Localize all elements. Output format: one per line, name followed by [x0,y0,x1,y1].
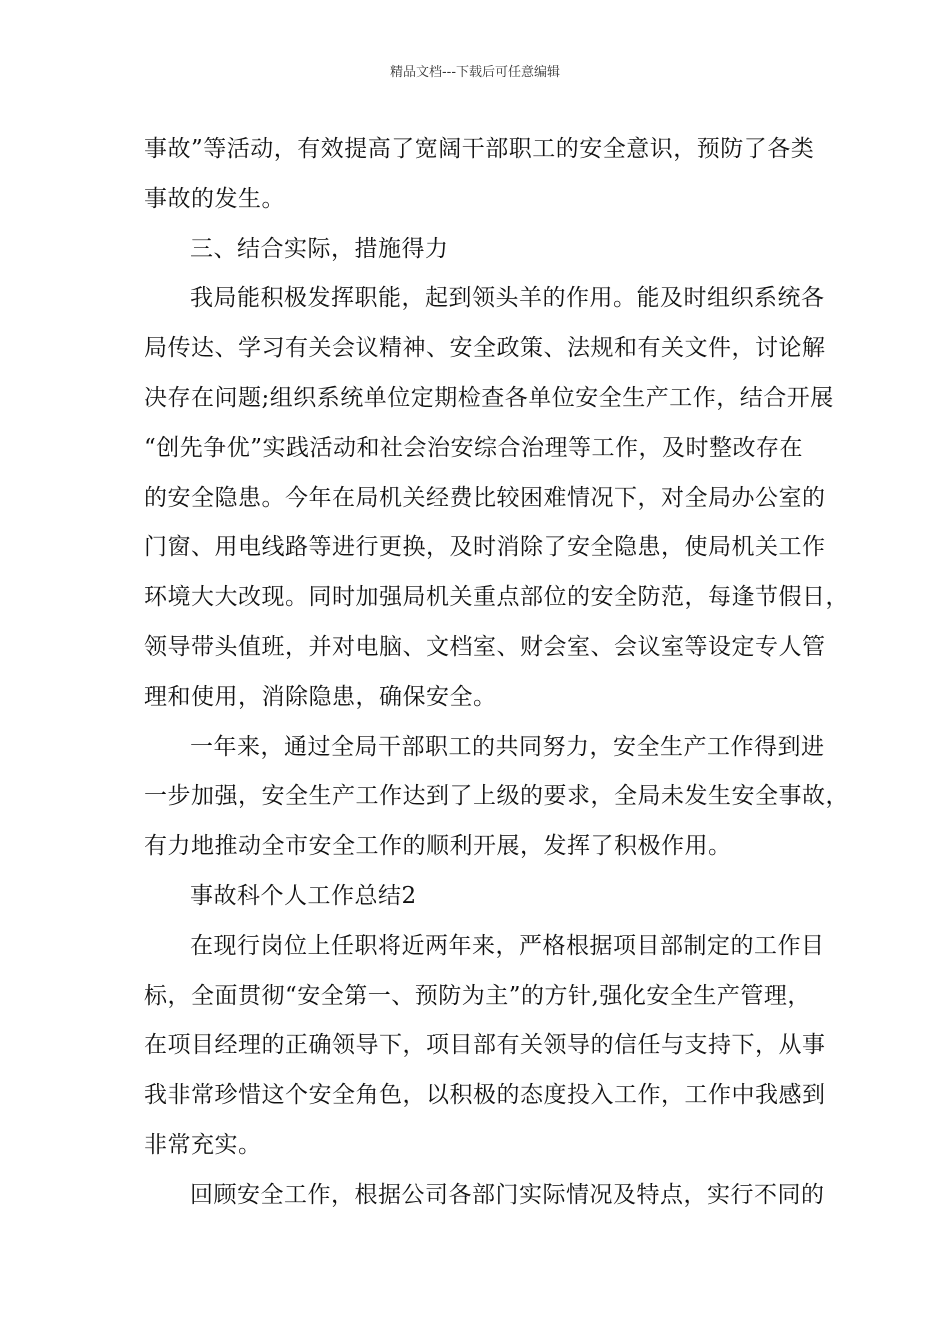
text-line: 环境大大改现。同时加强局机关重点部位的安全防范，每逢节假日， [144,584,849,611]
text-line: 我非常珍惜这个安全角色，以积极的态度投入工作，工作中我感到 [144,1082,826,1109]
text-line: 的安全隐患。今年在局机关经费比较困难情况下，对全局办公室的 [144,484,826,511]
text-line: 回顾安全工作，根据公司各部门实际情况及特点，实行不同的 [190,1181,825,1208]
text-line: 我局能积极发挥职能，起到领头羊的作用。能及时组织系统各 [190,285,825,312]
text-line: 事故的发生。 [144,185,285,212]
text-line: 三、结合实际，措施得力 [190,235,449,262]
text-line: 一年来，通过全局干部职工的共同努力，安全生产工作得到进 [190,733,825,760]
document-body [144,125,849,1221]
text-line: 在项目经理的正确领导下，项目部有关领导的信任与支持下，从事 [144,1032,826,1059]
text-line: 事故科个人工作总结2 [190,882,417,909]
text-line: 有力地推动全市安全工作的顺利开展，发挥了积极作用。 [144,833,732,860]
text-line: 领导带头值班，并对电脑、文档室、财会室、会议室等设定专人管 [144,633,826,660]
text-line: 局传达、学习有关会议精神、安全政策、法规和有关文件，讨论解 [144,335,826,362]
text-line: 标，全面贯彻“安全第一、预防为主”的方针,强化安全生产管理， [144,982,811,1009]
text-line: “创先争优”实践活动和社会治安综合治理等工作，及时整改存在 [144,434,804,461]
text-line: 决存在问题;组织系统单位定期检查各单位安全生产工作，结合开展 [144,384,834,411]
text-line: 非常充实。 [144,1131,262,1158]
text-line: 一步加强，安全生产工作达到了上级的要求，全局未发生安全事故， [144,783,849,810]
text-line: 事故”等活动，有效提高了宽阔干部职工的安全意识，预防了各类 [144,136,815,162]
text-line: 门窗、用电线路等进行更换，及时消除了安全隐患，使局机关工作 [144,534,826,561]
text-line: 在现行岗位上任职将近两年来，严格根据项目部制定的工作目 [190,932,825,959]
page-header: 精品文档---下载后可任意编辑 [389,65,561,80]
text-line: 理和使用，消除隐患，确保安全。 [144,683,497,710]
